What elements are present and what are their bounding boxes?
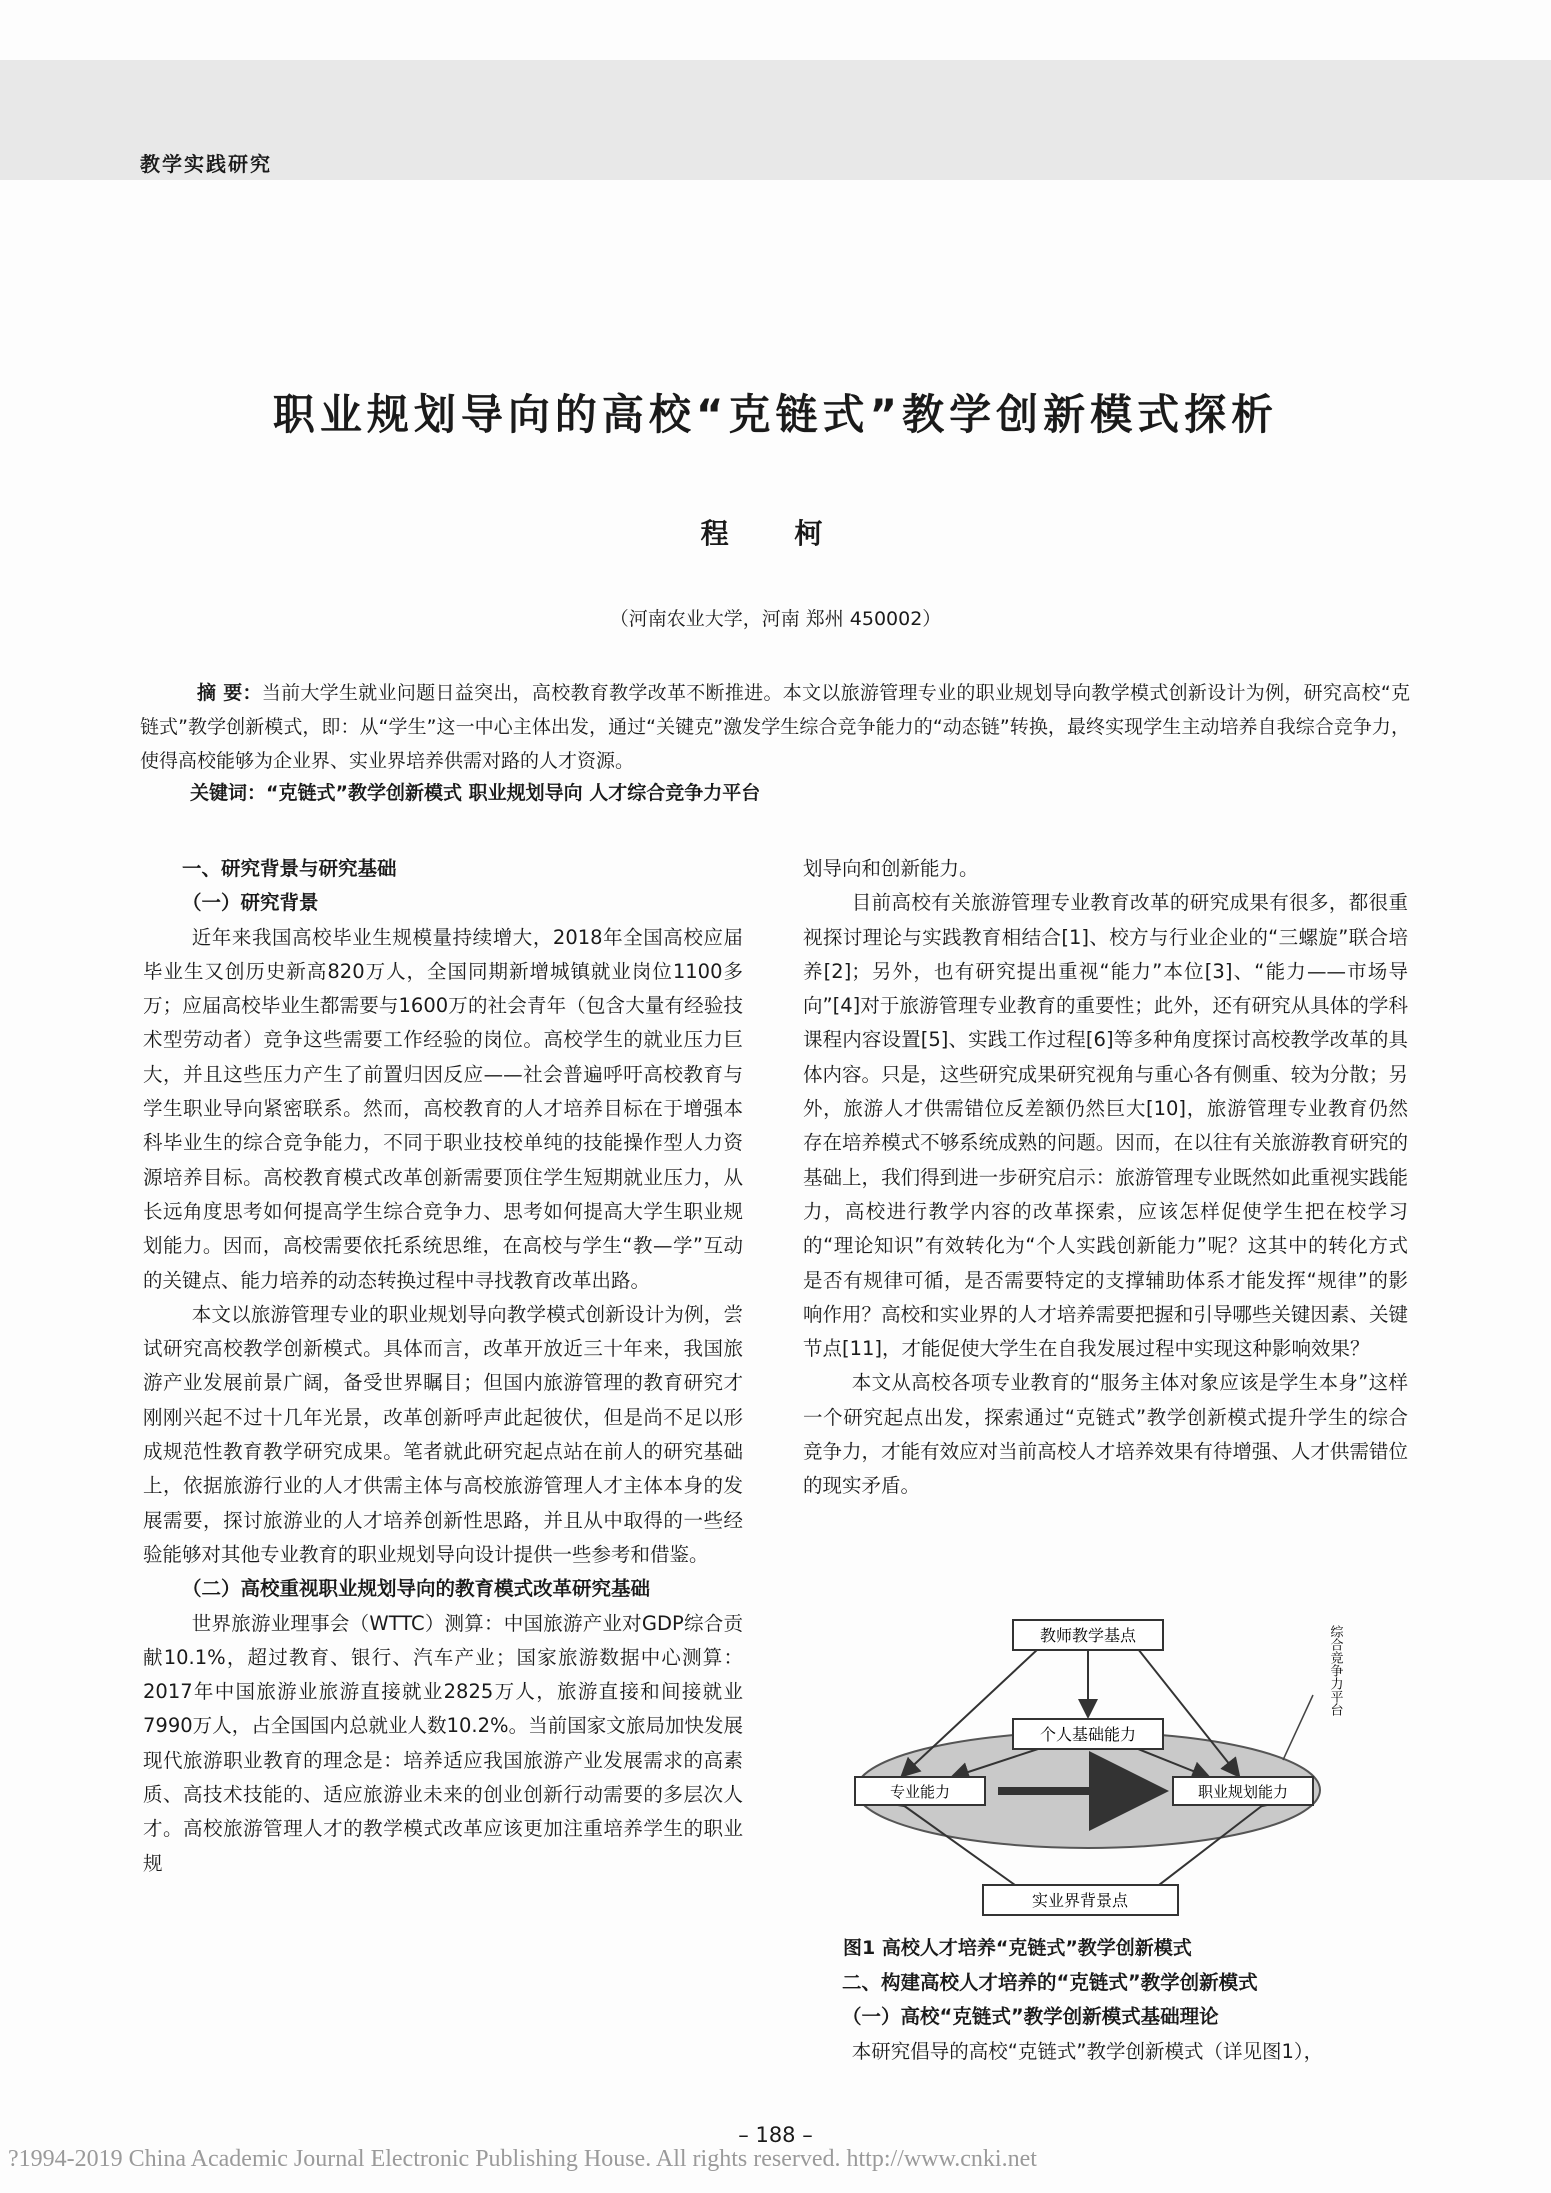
section-heading: 二、构建高校人才培养的“克链式”教学创新模式: [842, 1971, 1258, 1994]
box-basic-ability-label: 个人基础能力: [1039, 1725, 1137, 1744]
box-industry-background-label: 实业界背景点: [1031, 1891, 1129, 1910]
section-header: 教学实践研究: [140, 152, 272, 176]
platform-leader-line: [1283, 1695, 1313, 1760]
side-label: 综合竞争力平台: [1327, 1625, 1343, 1716]
section-heading: 一、研究背景与研究基础: [182, 857, 397, 880]
copyright-footer: ?1994-2019 China Academic Journal Electronic Publishing House. All rights reserved. http://www.cnki.net: [8, 2146, 1037, 2172]
box-career-planning-label: 职业规划能力: [1197, 1783, 1289, 1801]
page-title: 职业规划导向的高校“克链式”教学创新模式探析: [272, 390, 1279, 439]
page-number: – 188 –: [738, 2123, 813, 2147]
section-heading: （二）高校重视职业规划导向的教育模式改革研究基础: [182, 1577, 651, 1601]
keywords: [190, 778, 760, 805]
box-professional-ability-label: 专业能力: [889, 1783, 951, 1801]
author: 程 柯: [700, 517, 851, 550]
section-heading: （一）研究背景: [182, 891, 319, 915]
paragraph: 本文以旅游管理专业的职业规划导向教学模式创新设计为例，尝试研究高校教学创新模式。具体而言，改革开放近三十年来，我国旅游产业发展前景广阔，备受世界瞩目；但国内旅游管理的教育研究才刚刚兴起不过十几年光景，改革创新呼声此起彼伏，但是尚不足以形成规范性教育教学研究成果。笔者就此研究起点站在前人的研究基础上，依据旅游行业的人才供需主体与高校旅游管理人才主体本身的发展需要，探讨旅游业的人才培养创新性思路，并且从中取得的一些经验能够对其他专业教育的职业规划导向设计提供一些参考和借鉴。: [143, 1302, 743, 1566]
paragraph: 世界旅游业理事会（WTTC）测算：中国旅游产业对GDP综合贡献10.1%，超过教育、银行、汽车产业；国家旅游数据中心测算：2017年中国旅游业旅游直接就业2825万人，旅游直接和间接就业7990万人，占全国国内总就业人数10.2%。当前国家文旅局加快发展现代旅游职业教育的理念是：培养适应我国旅游产业发展需求的高素质、高技术技能的、适应旅游业未来的创业创新行动需要的多层次人才。高校旅游管理人才的教学模式改革应该更加注重培养学生的职业规: [143, 1611, 743, 1875]
paragraph: 目前高校有关旅游管理专业教育改革的研究成果有很多，都很重视探讨理论与实践教育相结合[1]、校方与行业企业的“三螺旋”联合培养[2]；另外，也有研究提出重视“能力”本位[3]、“能力——市场导向”[4]对于旅游管理专业教育的重要性；此外，还有研究从具体的学科课程内容设置[5]、实践工作过程[6]等多种角度探讨高校教学改革的具体内容。只是，这些研究成果研究视角与重心各有侧重、较为分散；另外，旅游人才供需错位反差额仍然巨大[10]，旅游管理专业教育仍然存在培养模式不够系统成熟的问题。因而，在以往有关旅游教育研究的基础上，我们得到进一步研究启示：旅游管理专业既然如此重视实践能力，高校进行教学内容的改革探索，应该怎样促使学生把在校学习的“理论知识”有效转化为“个人实践创新能力”呢？这其中的转化方式是否有规律可循，是否需要特定的支撑辅助体系才能发挥“规律”的影响作用？高校和实业界的人才培养需要把握和引导哪些关键因素、关键节点[11]，才能促使大学生在自我发展过程中实现这种影响效果？: [803, 891, 1408, 1361]
abstract-text: 当前大学生就业问题日益突出，高校教育教学改革不断推进。本文以旅游管理专业的职业规划导向教学模式创新设计为例，研究高校“克链式”教学创新模式，即：从“学生”这一中心主体出发，通过“关键克”激发学生综合竞争能力的“动态链”转换，最终实现学生主动培养自我综合竞争力，使得高校能够为企业界、实业界培养供需对路的人才资源。: [140, 682, 1410, 772]
box-teaching-base-label: 教师教学基点: [1039, 1626, 1137, 1645]
figure-1-diagram: [843, 1615, 1353, 1920]
abstract: [140, 676, 1410, 778]
right-column: [803, 852, 1408, 1504]
section-heading: （一）高校“克链式”教学创新模式基础理论: [842, 2005, 1219, 2029]
affiliation: （河南农业大学，河南 郑州 450002）: [609, 608, 942, 630]
right-column-continued: [803, 1966, 1408, 2069]
keywords-label: 关键词：: [190, 782, 267, 804]
paragraph: 本研究倡导的高校“克链式”教学创新模式（详见图1），: [851, 2039, 1324, 2063]
paragraph: 近年来我国高校毕业生规模量持续增大，2018年全国高校应届毕业生又创历史新高820万人，全国同期新增城镇就业岗位1100多万；应届高校毕业生都需要与1600万的社会青年（包含大量有经验技术型劳动者）竞争这些需要工作经验的岗位。高校学生的就业压力巨大，并且这些压力产生了前置归因反应——社会普遍呼吁高校教育与学生职业导向紧密联系。然而，高校教育的人才培养目标在于增强本科毕业生的综合竞争能力，不同于职业技校单纯的技能操作型人力资源培养目标。高校教育模式改革创新需要顶住学生短期就业压力，从长远角度思考如何提高学生综合竞争力、思考如何提高大学生职业规划能力。因而，高校需要依托系统思维，在高校与学生“教—学”互动的关键点、能力培养的动态转换过程中寻找教育改革出路。: [143, 925, 743, 1292]
paragraph: 本文从高校各项专业教育的“服务主体对象应该是学生本身”这样一个研究起点出发，探索通过“克链式”教学创新模式提升学生的综合竞争力，才能有效应对当前高校人才培养效果有待增强、人才供需错位的现实矛盾。: [803, 1371, 1408, 1498]
figure-caption: 图1 高校人才培养“克链式”教学创新模式: [843, 1937, 1192, 1959]
left-column: [143, 852, 743, 1881]
keywords-text: “克链式”教学创新模式 职业规划导向 人才综合竞争力平台: [266, 782, 761, 804]
abstract-label: 摘 要：: [197, 682, 262, 704]
paragraph: 划导向和创新能力。: [803, 857, 979, 880]
